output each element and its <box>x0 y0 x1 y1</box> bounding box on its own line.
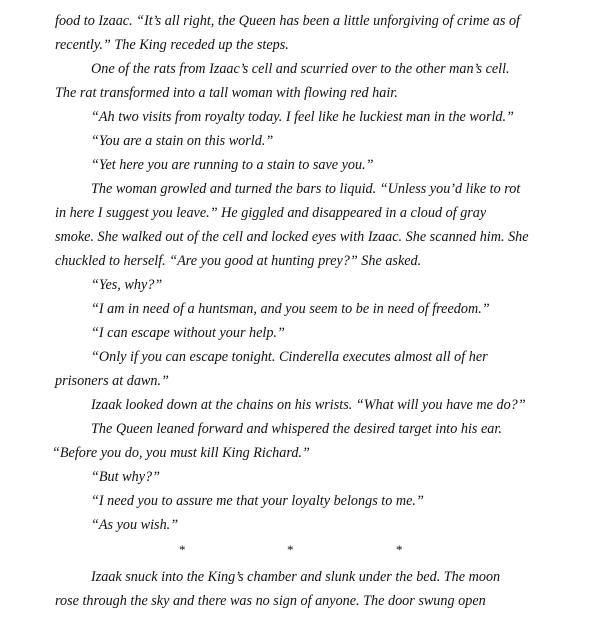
text-line: “Ah two visits from royalty today. I feel like he luckiest man in the world.” <box>91 109 514 125</box>
text-line: “But why?” <box>91 469 160 485</box>
text-line: smoke. She walked out of the cell and locked eyes with Izaac. She scanned him. She <box>55 229 529 245</box>
text-line: Izaak looked down at the chains on his wrists. “What will you have me do?” <box>91 397 526 413</box>
scene-break-asterisk: * <box>179 542 186 557</box>
scene-break-asterisk: * <box>396 542 403 557</box>
text-line: rose through the sky and there was no sign of anyone. The door swung open <box>55 593 486 609</box>
text-line: “You are a stain on this world.” <box>91 133 274 149</box>
text-line: The rat transformed into a tall woman with flowing red hair. <box>55 85 398 101</box>
text-line: Izaak snuck into the King’s chamber and slunk under the bed. The moon <box>91 569 501 585</box>
text-line: in here I suggest you leave.” He giggled and disappeared in a cloud of gray <box>55 205 487 221</box>
text-line: “I am in need of a huntsman, and you seem to be in need of freedom.” <box>91 301 490 317</box>
text-line: “As you wish.” <box>91 517 179 533</box>
text-line: “Before you do, you must kill King Richard.” <box>52 445 310 461</box>
text-line: The woman growled and turned the bars to liquid. “Unless you’d like to rot <box>91 181 521 197</box>
text-line: food to Izaac. “It’s all right, the Queen has been a little unforgiving of crime as of <box>55 13 520 29</box>
text-line: “Only if you can escape tonight. Cinderella executes almost all of her <box>91 349 488 365</box>
text-line: “I need you to assure me that your loyalty belongs to me.” <box>91 493 424 509</box>
text-line: recently.” The King receded up the steps. <box>55 37 289 53</box>
text-line: One of the rats from Izaac’s cell and scurried over to the other man’s cell. <box>91 61 510 77</box>
text-line: prisoners at dawn.” <box>55 373 169 389</box>
text-line: chuckled to herself. “Are you good at hunting prey?” She asked. <box>55 253 422 269</box>
text-line: The Queen leaned forward and whispered the desired target into his ear. <box>91 421 502 437</box>
scene-break-asterisk: * <box>287 542 294 557</box>
text-line: “I can escape without your help.” <box>91 325 285 341</box>
text-line: “Yet here you are running to a stain to save you.” <box>91 157 374 173</box>
text-line: “Yes, why?” <box>91 277 163 293</box>
